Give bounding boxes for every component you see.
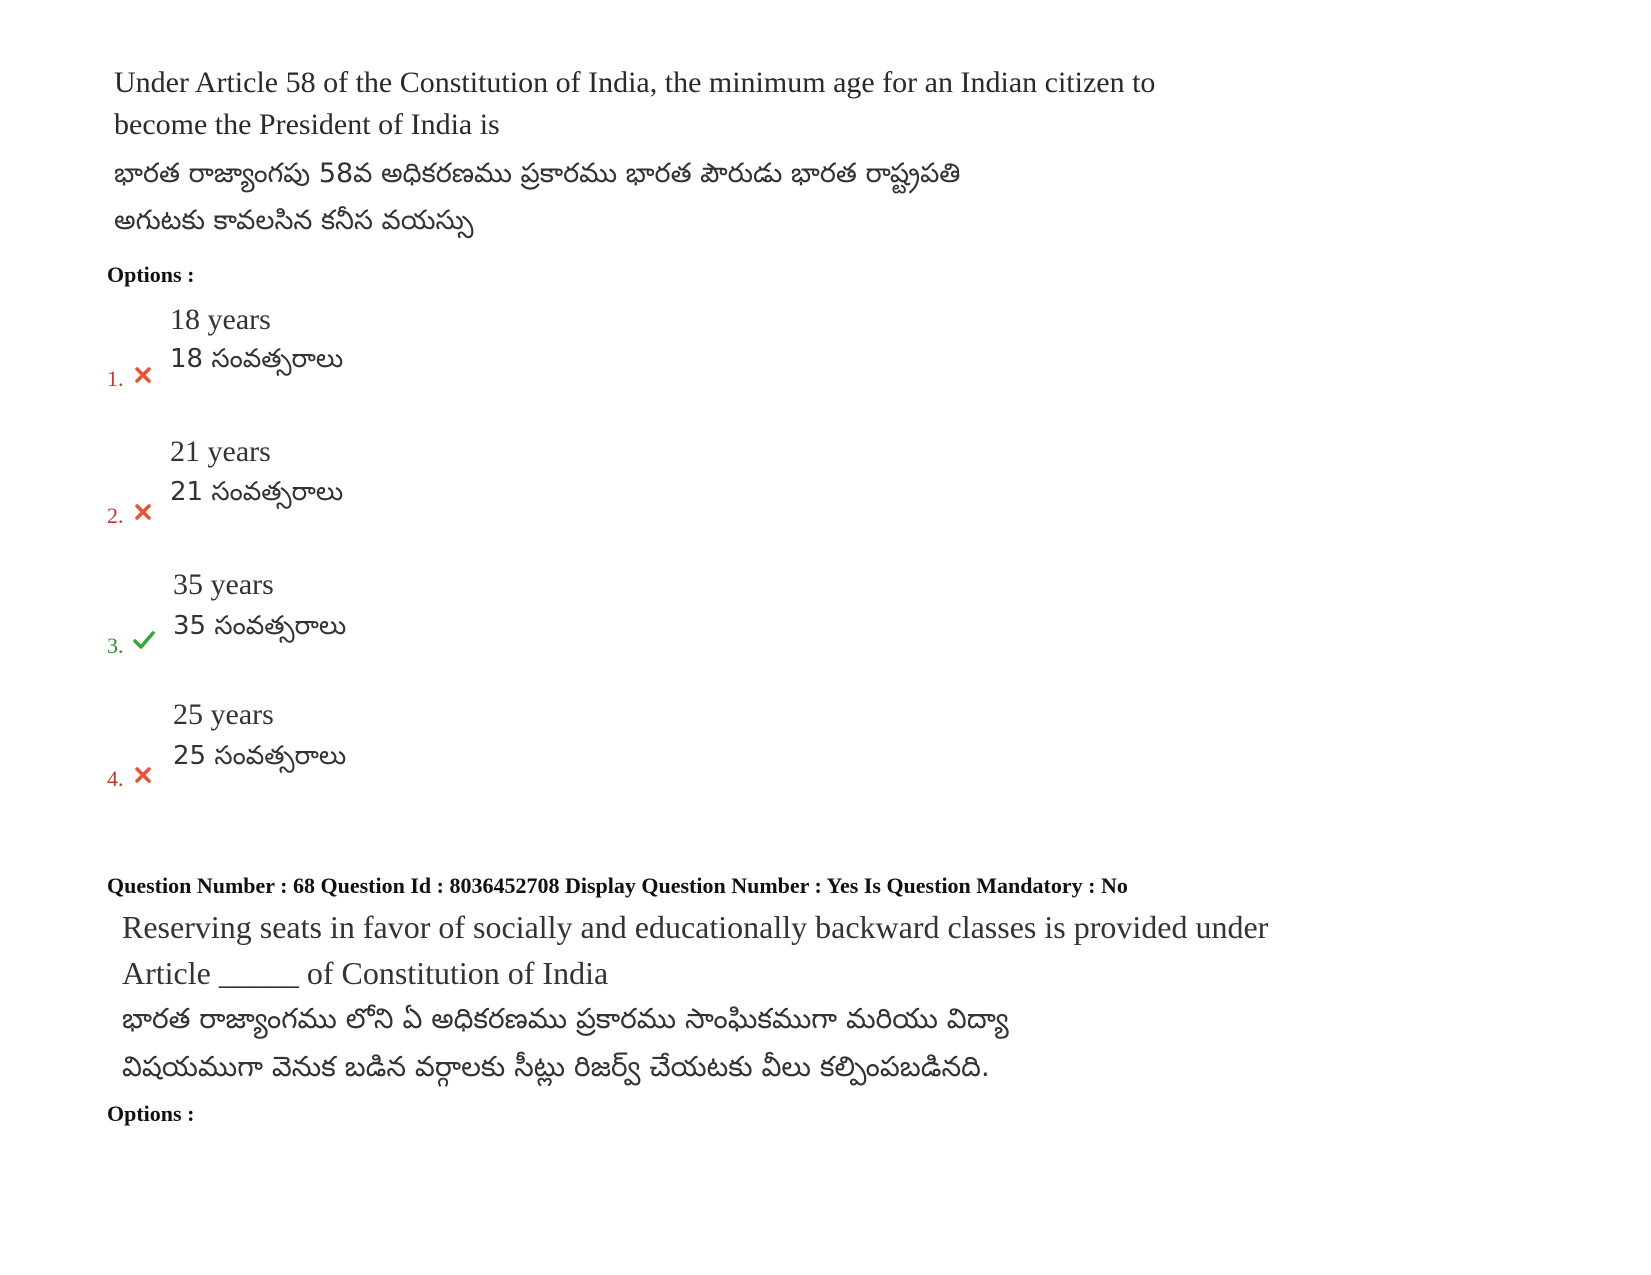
option-number: 4. [107, 766, 124, 791]
option-text-english: 35 years [173, 568, 274, 601]
option-number: 2. [107, 503, 124, 528]
option-text-telugu: 25 సంవత్సరాలు [173, 741, 347, 771]
options-label: Options : [107, 1101, 195, 1126]
question-text-telugu-line-2: అగుటకు కావలసిన కనీస వయస్సు [114, 205, 474, 236]
question-meta: Question Number : 68 Question Id : 8036452708 Display Question Number : Yes Is Question Mandatory : No [107, 873, 1128, 898]
option-text-telugu: 35 సంవత్సరాలు [173, 611, 347, 641]
question-text-telugu: భారత రాజ్యాంగము లోని ఏ అధికరణము ప్రకారము సాంఘికముగా మరియు విద్యా [122, 1002, 1009, 1035]
option-text-english: 25 years [173, 698, 274, 731]
cross-icon [134, 766, 152, 784]
option-text-english: 18 years [170, 303, 271, 336]
option-text-telugu: 18 సంవత్సరాలు [170, 344, 344, 374]
check-icon [132, 629, 156, 651]
option-number: 3. [107, 633, 124, 658]
option-number: 1. [107, 366, 124, 391]
option-text-english: 21 years [170, 435, 271, 468]
cross-icon [134, 503, 152, 521]
question-text-english-line-2: become the President of India is [114, 108, 500, 141]
question-text-telugu: భారత రాజ్యాంగపు 58వ అధికరణము ప్రకారము భారత పౌరుడు భారత రాష్ట్రపతి [114, 158, 961, 189]
option-text-telugu: 21 సంవత్సరాలు [170, 477, 344, 507]
cross-icon [134, 366, 152, 384]
question-text-english: Under Article 58 of the Constitution of India, the minimum age for an Indian citizen to [114, 66, 1156, 99]
question-text-telugu-line-2: విషయముగా వెనుక బడిన వర్గాలకు సీట్లు రిజర్వ్ చేయటకు వీలు కల్పింపబడినది. [122, 1050, 990, 1083]
question-text-english-line-2: Article _____ of Constitution of India [122, 955, 609, 991]
options-label: Options : [107, 262, 195, 287]
question-text-english: Reserving seats in favor of socially and educationally backward classes is provided under [122, 909, 1269, 945]
